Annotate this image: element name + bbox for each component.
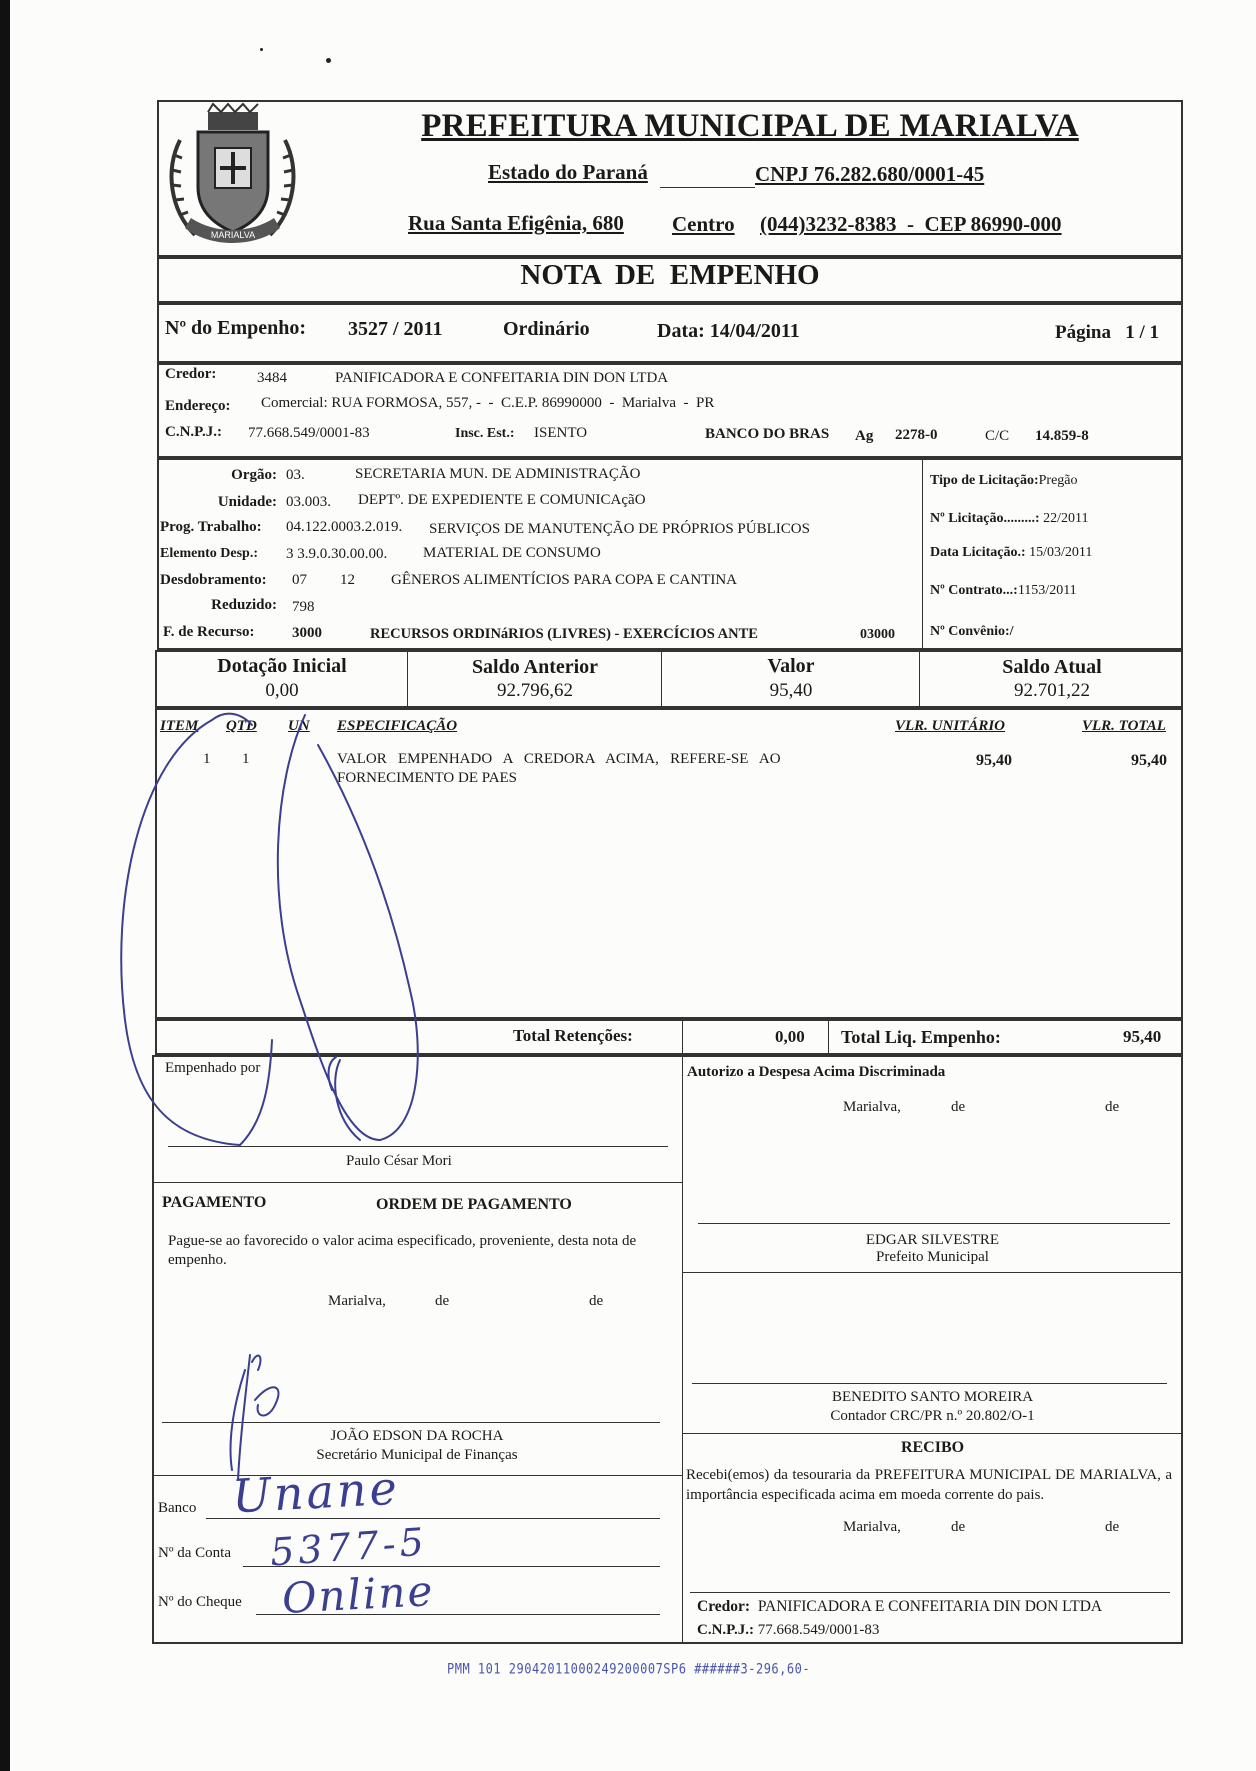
contrato: Nº Contrato...:1153/2011	[930, 583, 1077, 598]
totals-box	[155, 1019, 1183, 1055]
num-licitacao: Nº Licitação.........: 22/2011	[930, 511, 1089, 526]
autorizo-city: Marialva,	[843, 1099, 901, 1115]
municipal-crest-icon	[160, 100, 305, 252]
recibo-title: RECIBO	[900, 1439, 965, 1456]
orgao-code: 03.	[286, 467, 305, 483]
autorizo-de2: de	[1105, 1099, 1120, 1115]
tipo-licitacao-value: Pregão	[1038, 473, 1078, 488]
row-item: 1	[203, 751, 211, 767]
tipo-licitacao-label: Tipo de Licitação:Pregão	[930, 473, 1078, 488]
unidade-value: DEPTº. DE EXPEDIENTE E COMUNICAçãO	[358, 492, 646, 508]
row-espec-line2: FORNECIMENTO DE PAES	[337, 770, 518, 786]
insc-label: Insc. Est.:	[455, 426, 515, 441]
header-street: Rua Santa Efigênia, 680	[408, 211, 624, 235]
fonte-code2: 03000	[860, 627, 895, 642]
saldo-anterior-value: 92.796,62	[497, 680, 573, 701]
signatures-divider	[682, 1055, 683, 1644]
data-licitacao: Data Licitação.: 15/03/2011	[930, 545, 1093, 560]
pagamento-label: PAGAMENTO	[162, 1194, 267, 1211]
empenho-date: Data: 14/04/2011	[657, 320, 800, 342]
elemento-value: MATERIAL DE CONSUMO	[423, 545, 601, 561]
banco-handwritten: Unane	[230, 1460, 401, 1524]
empenho-page: Página 1 / 1	[1055, 322, 1159, 343]
agency-label: Ag	[855, 428, 874, 444]
contador-signature-line	[692, 1383, 1167, 1384]
autorizo-de1: de	[951, 1099, 966, 1115]
empenhado-label: Empenhado por	[165, 1060, 261, 1076]
autorizo-role: Prefeito Municipal	[876, 1249, 989, 1265]
pagamento-signer: JOÃO EDSON DA ROCHA	[330, 1428, 504, 1444]
autorizo-label: Autorizo a Despesa Acima Discriminada	[687, 1064, 946, 1080]
col-header-total: VLR. TOTAL	[1082, 718, 1166, 734]
doc-title: NOTA DE EMPENHO	[520, 259, 820, 291]
prog-value: SERVIÇOS DE MANUTENÇÃO DE PRÓPRIOS PÚBLICOS	[429, 521, 810, 537]
recibo-text: Recebi(emos) da tesouraria da PREFEITURA MUNICIPAL DE MARIALVA, a importância especificada acima em moeda corrente do pais.	[686, 1467, 1172, 1503]
empenhado-signature-line	[168, 1146, 668, 1147]
conta-handwritten: 5377-5	[268, 1519, 430, 1575]
address-label: Endereço:	[165, 398, 231, 414]
total-liq-value: 95,40	[1123, 1027, 1162, 1046]
saldo-divider	[661, 650, 662, 708]
pagamento-de1: de	[435, 1293, 450, 1309]
scan-dot	[326, 58, 331, 63]
elemento-code: 3 3.9.0.30.00.00.	[286, 546, 388, 562]
convenio-label: Nº Convênio:/	[930, 624, 1014, 639]
pagamento-signature-line	[162, 1422, 660, 1423]
row-qtd: 1	[242, 751, 250, 767]
num-licitacao-value: 22/2011	[1043, 511, 1089, 526]
saldo-atual-label: Saldo Atual	[1002, 656, 1102, 678]
header-title: PREFEITURA MUNICIPAL DE MARIALVA	[421, 108, 1079, 144]
total-retencoes-label: Total Retenções:	[513, 1026, 633, 1045]
desdobramento-value: GÊNEROS ALIMENTÍCIOS PARA COPA E CANTINA	[391, 572, 738, 588]
scan-dot	[260, 48, 263, 51]
recibo-de2: de	[1105, 1519, 1120, 1535]
conta-label: Nº da Conta	[158, 1545, 231, 1561]
credor-label: Credor:	[165, 366, 217, 382]
totals-divider	[682, 1019, 683, 1055]
header-rule	[660, 187, 755, 188]
credor-name: PANIFICADORA E CONFEITARIA DIN DON LTDA	[335, 370, 669, 386]
fonte-code: 3000	[292, 625, 322, 641]
saldo-valor-value: 95,40	[769, 680, 813, 701]
saldo-dotacao-value: 0,00	[265, 680, 299, 701]
banco-label: Banco	[158, 1500, 197, 1516]
fonte-value: RECURSOS ORDINáRIOS (LIVRES) - EXERCÍCIOS ANTE	[370, 626, 758, 642]
col-header-unit: VLR. UNITÁRIO	[895, 718, 1006, 734]
row-unit: 95,40	[976, 752, 1012, 769]
col-header-espec: ESPECIFICAÇÃO	[337, 718, 458, 734]
total-retencoes-value: 0,00	[775, 1027, 805, 1046]
saldo-valor-label: Valor	[767, 655, 815, 677]
saldo-divider	[919, 650, 920, 708]
data-licitacao-value: 15/03/2011	[1029, 545, 1093, 560]
dotacao-divider	[922, 458, 923, 650]
reduzido-label: Reduzido:	[211, 597, 277, 613]
saldo-atual-value: 92.701,22	[1014, 680, 1090, 701]
address-value: Comercial: RUA FORMOSA, 557, - - C.E.P. 86990000 - Marialva - PR	[261, 395, 715, 411]
cheque-label: Nº do Cheque	[158, 1594, 242, 1610]
scan-edge-mark	[0, 0, 10, 1771]
unidade-code: 03.003.	[286, 494, 331, 510]
pagamento-text: Pague-se ao favorecido o valor acima especificado, proveniente, desta nota de empenho.	[168, 1233, 637, 1268]
desdobramento-code1: 07	[292, 572, 307, 588]
recibo-credor: Credor: PANIFICADORA E CONFEITARIA DIN DON LTDA	[697, 1598, 1103, 1615]
cnpj-value: 77.668.549/0001-83	[248, 425, 370, 441]
desdobramento-code2: 12	[340, 572, 355, 588]
account-value: 14.859-8	[1035, 428, 1089, 444]
contador-signer: BENEDITO SANTO MOREIRA	[831, 1389, 1034, 1405]
autorizo-signer: EDGAR SILVESTRE	[865, 1232, 1000, 1248]
ordem-pagamento-label: ORDEM DE PAGAMENTO	[376, 1196, 572, 1213]
footer-stamp: PMM 101 29042011000249200007SP6 ######3-296,60-	[447, 1660, 811, 1678]
pagamento-de2: de	[589, 1293, 604, 1309]
cnpj-label: C.N.P.J.:	[165, 424, 222, 440]
empenho-number: 3527 / 2011	[348, 318, 443, 340]
header-phone-cep: (044)3232-8383 - CEP 86990-000	[760, 212, 1062, 236]
bank-name: BANCO DO BRAS	[705, 426, 830, 442]
contador-bottom-rule	[682, 1433, 1183, 1434]
recibo-signature-line	[690, 1592, 1170, 1593]
saldo-divider	[407, 650, 408, 708]
autorizo-signature-line	[698, 1223, 1170, 1224]
header-cnpj: CNPJ 76.282.680/0001-45	[755, 162, 985, 186]
row-espec-line1: VALOR EMPENHADO A CREDORA ACIMA, REFERE-SE AO	[337, 751, 781, 767]
col-header-qtd: QTD	[226, 718, 257, 734]
saldo-anterior-label: Saldo Anterior	[471, 656, 599, 678]
agency-value: 2278-0	[895, 427, 938, 443]
empenhado-bottom-rule	[152, 1182, 682, 1183]
col-header-un: UN	[288, 718, 310, 734]
unidade-label: Unidade:	[217, 494, 277, 510]
prog-label: Prog. Trabalho:	[160, 519, 262, 535]
orgao-value: SECRETARIA MUN. DE ADMINISTRAÇÃO	[355, 466, 641, 482]
empenho-type: Ordinário	[503, 318, 590, 340]
prog-code: 04.122.0003.2.019.	[286, 519, 403, 535]
totals-divider	[828, 1019, 829, 1055]
account-label: C/C	[985, 428, 1010, 444]
cheque-handwritten: Online	[280, 1566, 436, 1623]
row-total: 95,40	[1131, 752, 1167, 769]
recibo-city: Marialva,	[843, 1519, 901, 1535]
empenhado-signer: Paulo César Mori	[346, 1153, 452, 1169]
orgao-label: Orgão:	[231, 467, 277, 483]
col-header-item: ITEM	[160, 718, 199, 734]
contador-role: Contador CRC/PR n.º 20.802/O-1	[830, 1408, 1035, 1424]
header-district: Centro	[672, 212, 735, 236]
credor-code: 3484	[257, 370, 287, 386]
empenho-label: Nº do Empenho:	[165, 317, 307, 339]
recibo-de1: de	[951, 1519, 966, 1535]
recibo-cnpj-value: 77.668.549/0001-83	[757, 1622, 880, 1638]
fonte-label: F. de Recurso:	[163, 624, 255, 640]
autorizo-bottom-rule	[682, 1272, 1183, 1273]
insc-value: ISENTO	[534, 425, 588, 441]
svg-text:MARIALVA: MARIALVA	[210, 230, 256, 240]
total-liq-label: Total Liq. Empenho:	[841, 1027, 1001, 1047]
recibo-credor-value: PANIFICADORA E CONFEITARIA DIN DON LTDA	[757, 1598, 1103, 1615]
reduzido-value: 798	[292, 599, 315, 615]
desdobramento-label: Desdobramento:	[160, 572, 267, 588]
saldo-dotacao-label: Dotação Inicial	[217, 655, 347, 677]
recibo-cnpj: C.N.P.J.: 77.668.549/0001-83	[697, 1622, 880, 1638]
elemento-label: Elemento Desp.:	[160, 546, 258, 561]
pagamento-role: Secretário Municipal de Finanças	[316, 1447, 518, 1463]
header-state: Estado do Paraná	[488, 160, 648, 184]
contrato-value: 1153/2011	[1017, 583, 1077, 598]
pagamento-city: Marialva,	[328, 1293, 386, 1309]
